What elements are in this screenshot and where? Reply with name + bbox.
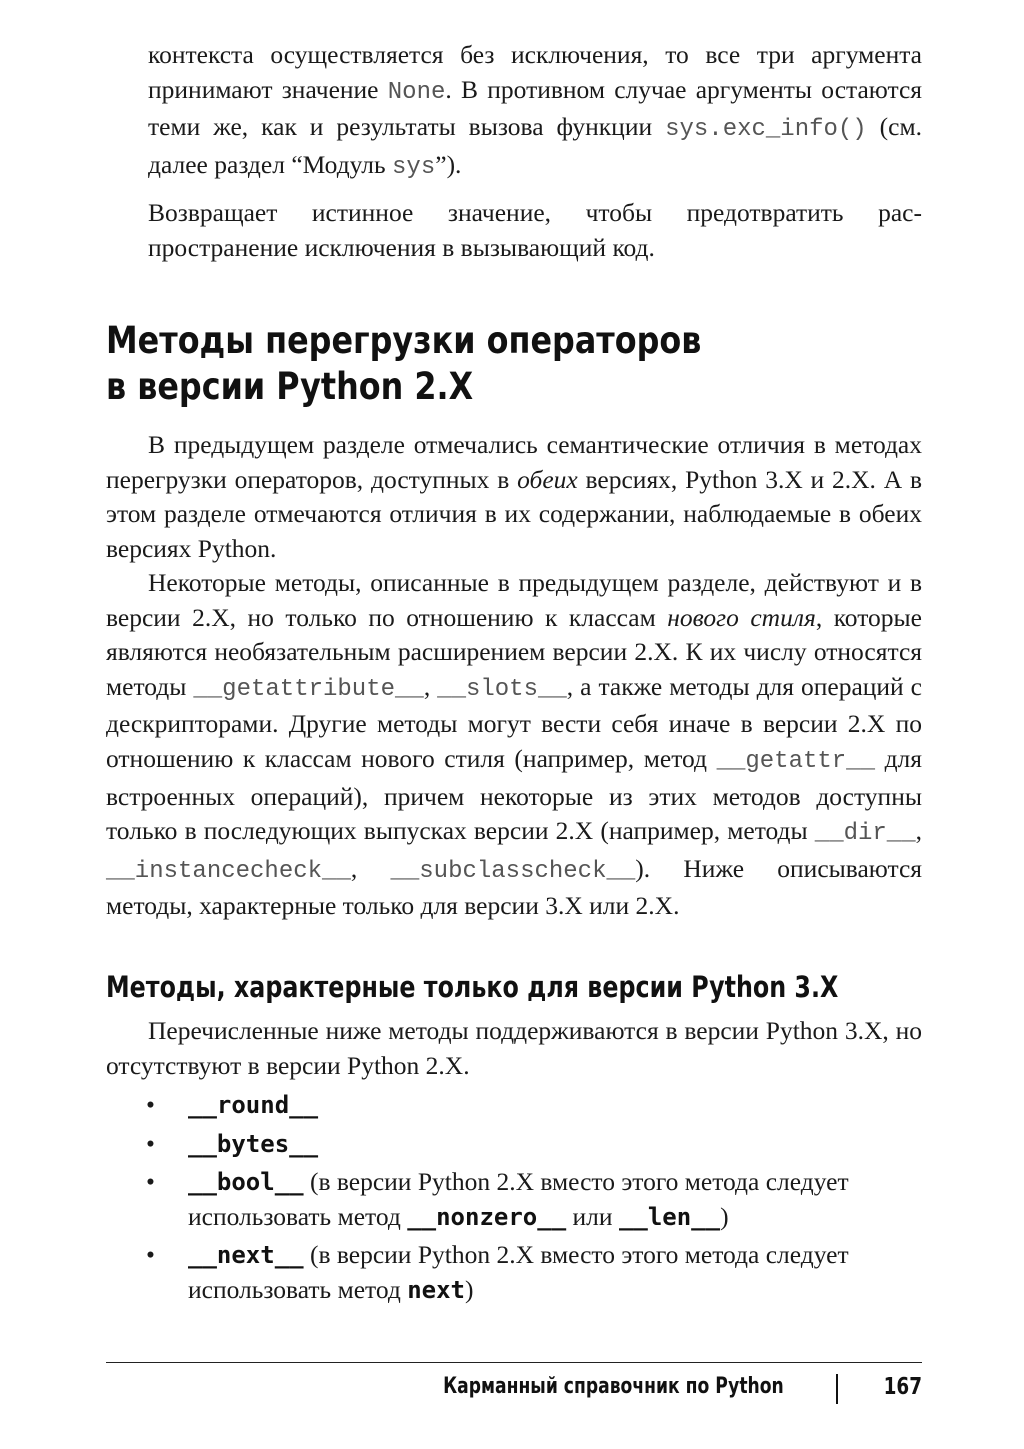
list-item: [106, 1127, 922, 1162]
subsection-paragraph: Перечисленные ниже методы поддерживаются в версии Python 3.X, но отсутствуют в версии Python 2.X.: [106, 1016, 922, 1080]
footer-separator: [836, 1374, 838, 1404]
inline-code: sys.exc_info(): [665, 116, 867, 144]
inline-code: __getattribute__: [193, 675, 424, 703]
footer-book-title: Карманный справочник по Python: [443, 1374, 784, 1399]
inline-code: __next__: [188, 1241, 304, 1270]
section-paragraph-1: [106, 428, 922, 566]
text-run: (см. далее раздел “Модуль: [148, 112, 922, 179]
text-run: (в версии Python 2.X вместо этого метода следует использовать метод: [188, 1167, 849, 1231]
emphasis: нового стиля: [667, 602, 816, 632]
text-run: ,: [915, 816, 922, 846]
section-paragraph-2: [106, 566, 922, 924]
intro-paragraph-1: [148, 38, 922, 185]
footer-divider: [106, 1362, 922, 1363]
inline-code: None: [387, 78, 446, 106]
list-item-text: [188, 1129, 318, 1158]
section-heading: [106, 318, 794, 410]
section-heading-line-1: Методы перегрузки операторов: [106, 319, 702, 362]
inline-code: __bytes__: [188, 1129, 319, 1158]
text-run: , которые являются необязательным расширением версии 2.X. К их числу относятся методы: [106, 602, 922, 701]
intro-paragraph-2: Возвращает истинное значение, чтобы предотвратить распространение исключения в вызывающий код.: [148, 198, 922, 262]
text-run: , а также методы для операций с дескрипторами. Другие методы могут вести себя иначе в версии 2.X по отношению к классам нового стиля (например, метод: [106, 671, 923, 773]
text-run: для встроенных операций), причем некоторые из этих методов доступны только в последующих выпусках версии 2.X (например, методы: [106, 743, 922, 846]
text-run: ,: [423, 671, 438, 701]
inline-code: __getattr__: [716, 747, 875, 775]
list-item-text: [188, 1090, 318, 1119]
text-run: ): [720, 1201, 729, 1231]
list-item: [106, 1238, 922, 1307]
text-run: ): [465, 1274, 474, 1304]
list-item-text: [188, 1240, 849, 1304]
inline-code: __dir__: [814, 820, 916, 848]
text-run: версиях, Python 3.X и 2.X. А в этом разделе отмечаются отличия в их содержании, наблюдаемые в обеих версиях Python.: [106, 464, 923, 563]
section-heading-line-2: в версии Python 2.X: [106, 365, 474, 408]
text-run: ”).: [435, 149, 462, 179]
list-item: [106, 1088, 922, 1123]
subsection-heading: Методы, характерные только для версии Python 3.X: [106, 970, 839, 1004]
page-number: 167: [883, 1374, 922, 1400]
inline-code: __bool__: [188, 1168, 304, 1197]
inline-code: __len__: [618, 1202, 721, 1231]
text-run: или: [566, 1201, 619, 1231]
inline-code: next: [407, 1275, 465, 1304]
emphasis: обеих: [517, 464, 578, 494]
text-run: В предыдущем разделе отмечались семантические отличия в методах перегрузки операторов, доступных в: [106, 430, 922, 494]
list-item-text: [188, 1167, 849, 1231]
method-list: [106, 1088, 922, 1312]
bullet-icon: •: [146, 1090, 155, 1119]
list-item: [106, 1165, 922, 1234]
text-run: (в версии Python 2.X вместо этого метода следует использовать метод: [188, 1240, 849, 1304]
text-run: ,: [350, 853, 391, 883]
bullet-icon: •: [146, 1167, 155, 1197]
inline-code: __nonzero__: [407, 1202, 567, 1231]
text-run: Некоторые методы, описанные в предыдущем разделе, действуют и в версии 2.X, но только по отношению к классам: [106, 568, 922, 632]
inline-code: __subclasscheck__: [390, 857, 636, 885]
text-run: контекста осуществляется без исключения, то все три аргумента принимают значение: [148, 40, 922, 104]
bullet-icon: •: [146, 1128, 155, 1158]
text-run: . В противном случае аргументы остаются теми же, как и результаты вызова функции: [148, 74, 922, 142]
inline-code: __round__: [188, 1091, 319, 1119]
inline-code: __slots__: [437, 675, 567, 703]
bullet-icon: •: [146, 1240, 155, 1270]
inline-code: sys: [392, 153, 436, 181]
inline-code: __instancecheck__: [106, 857, 351, 885]
text-run: ). Ниже описываются методы, характерные только для версии 3.X или 2.X.: [106, 853, 923, 921]
